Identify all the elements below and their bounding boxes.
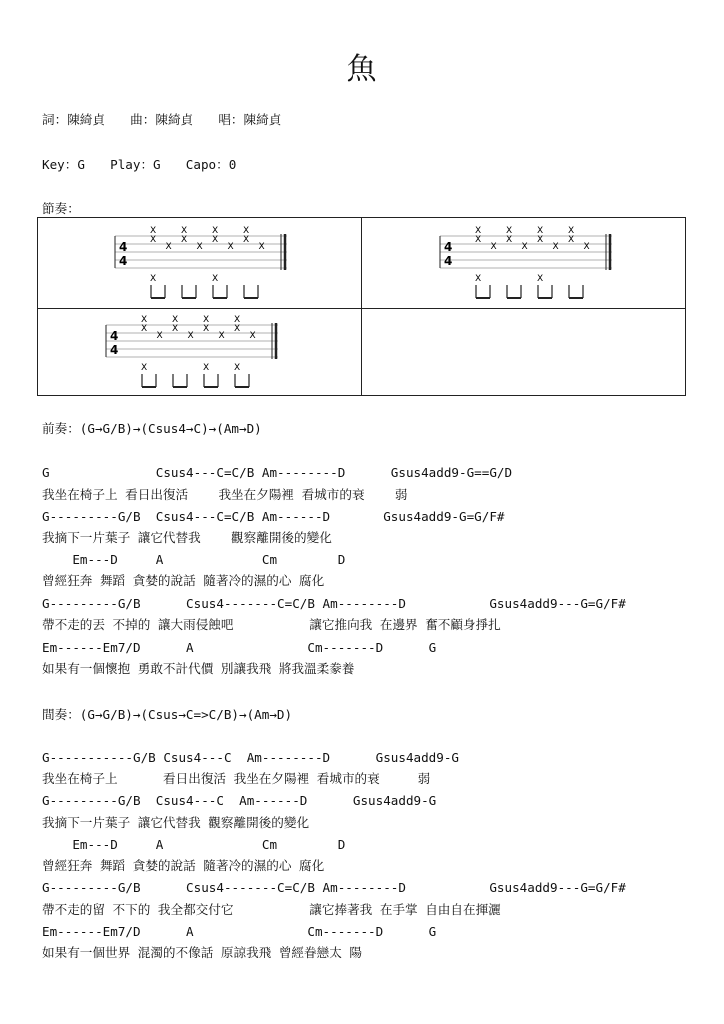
time-signature-top: 4	[110, 329, 119, 343]
hihat-x-mark: X	[258, 242, 265, 252]
hihat-x-mark: X	[156, 331, 163, 341]
hihat-x-mark: X	[521, 242, 528, 252]
kick-x-mark: X	[212, 274, 219, 284]
verse1-chords-3: Em---D A Cm D	[42, 552, 346, 567]
hihat-x-mark: X	[506, 226, 513, 236]
verse1-lyric-4: 帶不走的丟 不掉的 讓大雨侵蝕吧 讓它推向我 在邊界 奮不顧身掙扎	[42, 617, 501, 632]
verse1-lyric-5: 如果有一個懷抱 勇敢不計代價 別讓我飛 將我溫柔豢養	[42, 661, 355, 676]
hihat-x-mark: X	[475, 235, 482, 245]
hihat-x-mark: X	[141, 324, 148, 334]
song-title: 魚	[346, 52, 378, 87]
kick-x-mark: X	[475, 274, 482, 284]
rhythm-measure-3	[106, 317, 286, 389]
time-signature-top: 4	[444, 240, 453, 254]
verse1-chords-5: Em------Em7/D A Cm-------D G	[42, 640, 437, 655]
hihat-x-mark: X	[196, 242, 203, 252]
hihat-x-mark: X	[203, 315, 210, 325]
verse1-lyric-2: 我摘下一片葉子 讓它代替我 觀察離開後的變化	[42, 530, 332, 545]
hihat-x-mark: X	[212, 226, 219, 236]
hihat-x-mark: X	[537, 226, 544, 236]
time-signature-bottom: 4	[110, 343, 119, 357]
verse1-chords-2: G---------G/B Csus4---C=C/B Am------D Gsus4add9-G=G/F#	[42, 509, 505, 524]
hihat-x-mark: X	[181, 235, 188, 245]
rhythm-label: 節奏：	[42, 201, 80, 216]
rhythm-measure-2	[440, 228, 620, 300]
verse2-chords-5: Em------Em7/D A Cm-------D G	[42, 924, 437, 939]
verse2-lyric-2: 我摘下一片葉子 讓它代替我 觀察離開後的變化	[42, 815, 310, 830]
kick-x-mark: X	[203, 363, 210, 373]
credits-line: 詞：陳綺貞 曲：陳綺貞 唱：陳綺貞	[42, 112, 282, 127]
verse1-chords-1: G Csus4---C=C/B Am--------D Gsus4add9-G==G/D	[42, 465, 513, 480]
hihat-x-mark: X	[218, 331, 225, 341]
interlude-line: 間奏：(G→G/B)→(Csus→C=>C/B)→(Am→D)	[42, 707, 293, 722]
hihat-x-mark: X	[490, 242, 497, 252]
hihat-x-mark: X	[583, 242, 590, 252]
hihat-x-mark: X	[187, 331, 194, 341]
hihat-x-mark: X	[243, 235, 250, 245]
hihat-x-mark: X	[243, 226, 250, 236]
grid-divider-horizontal	[38, 308, 685, 309]
kick-x-mark: X	[234, 363, 241, 373]
hihat-x-mark: X	[234, 315, 241, 325]
hihat-x-mark: X	[249, 331, 256, 341]
verse2-lyric-4: 帶不走的留 不下的 我全都交付它 讓它捧著我 在手掌 自由自在揮灑	[42, 902, 501, 917]
kick-x-mark: X	[537, 274, 544, 284]
hihat-x-mark: X	[172, 315, 179, 325]
hihat-x-mark: X	[181, 226, 188, 236]
kick-x-mark: X	[141, 363, 148, 373]
hihat-x-mark: X	[150, 226, 157, 236]
time-signature-bottom: 4	[119, 254, 128, 268]
key-line: Key：G Play：G Capo：0	[42, 157, 237, 172]
hihat-x-mark: X	[537, 235, 544, 245]
time-signature-bottom: 4	[444, 254, 453, 268]
hihat-x-mark: X	[172, 324, 179, 334]
verse2-lyric-3: 曾經狂奔 舞蹈 貪婪的說話 隨著冷的濕的心 腐化	[42, 858, 325, 873]
hihat-x-mark: X	[165, 242, 172, 252]
kick-x-mark: X	[150, 274, 157, 284]
hihat-x-mark: X	[141, 315, 148, 325]
verse1-lyric-1: 我坐在椅子上 看日出復活 我坐在夕陽裡 看城市的衰 弱	[42, 487, 408, 502]
verse2-lyric-1: 我坐在椅子上 看日出復活 我坐在夕陽裡 看城市的衰 弱	[42, 771, 431, 786]
hihat-x-mark: X	[568, 235, 575, 245]
hihat-x-mark: X	[150, 235, 157, 245]
verse2-lyric-5: 如果有一個世界 混濁的不像話 原諒我飛 曾經眷戀太 陽	[42, 945, 362, 960]
verse1-chords-4: G---------G/B Csus4-------C=C/B Am--------D Gsus4add9---G=G/F#	[42, 596, 626, 611]
hihat-x-mark: X	[475, 226, 482, 236]
grid-divider-vertical	[361, 218, 362, 395]
verse2-chords-3: Em---D A Cm D	[42, 837, 346, 852]
hihat-x-mark: X	[227, 242, 234, 252]
verse2-chords-1: G-----------G/B Csus4---C Am--------D Gsus4add9-G	[42, 750, 460, 765]
hihat-x-mark: X	[203, 324, 210, 334]
hihat-x-mark: X	[212, 235, 219, 245]
intro-line: 前奏：(G→G/B)→(Csus4→C)→(Am→D)	[42, 421, 262, 436]
verse2-chords-2: G---------G/B Csus4---C Am------D Gsus4add9-G	[42, 793, 437, 808]
verse2-chords-4: G---------G/B Csus4-------C=C/B Am--------D Gsus4add9---G=G/F#	[42, 880, 626, 895]
hihat-x-mark: X	[234, 324, 241, 334]
rhythm-measure-1	[115, 228, 295, 300]
hihat-x-mark: X	[552, 242, 559, 252]
verse1-lyric-3: 曾經狂奔 舞蹈 貪婪的說話 隨著冷的濕的心 腐化	[42, 573, 325, 588]
time-signature-top: 4	[119, 240, 128, 254]
hihat-x-mark: X	[568, 226, 575, 236]
hihat-x-mark: X	[506, 235, 513, 245]
